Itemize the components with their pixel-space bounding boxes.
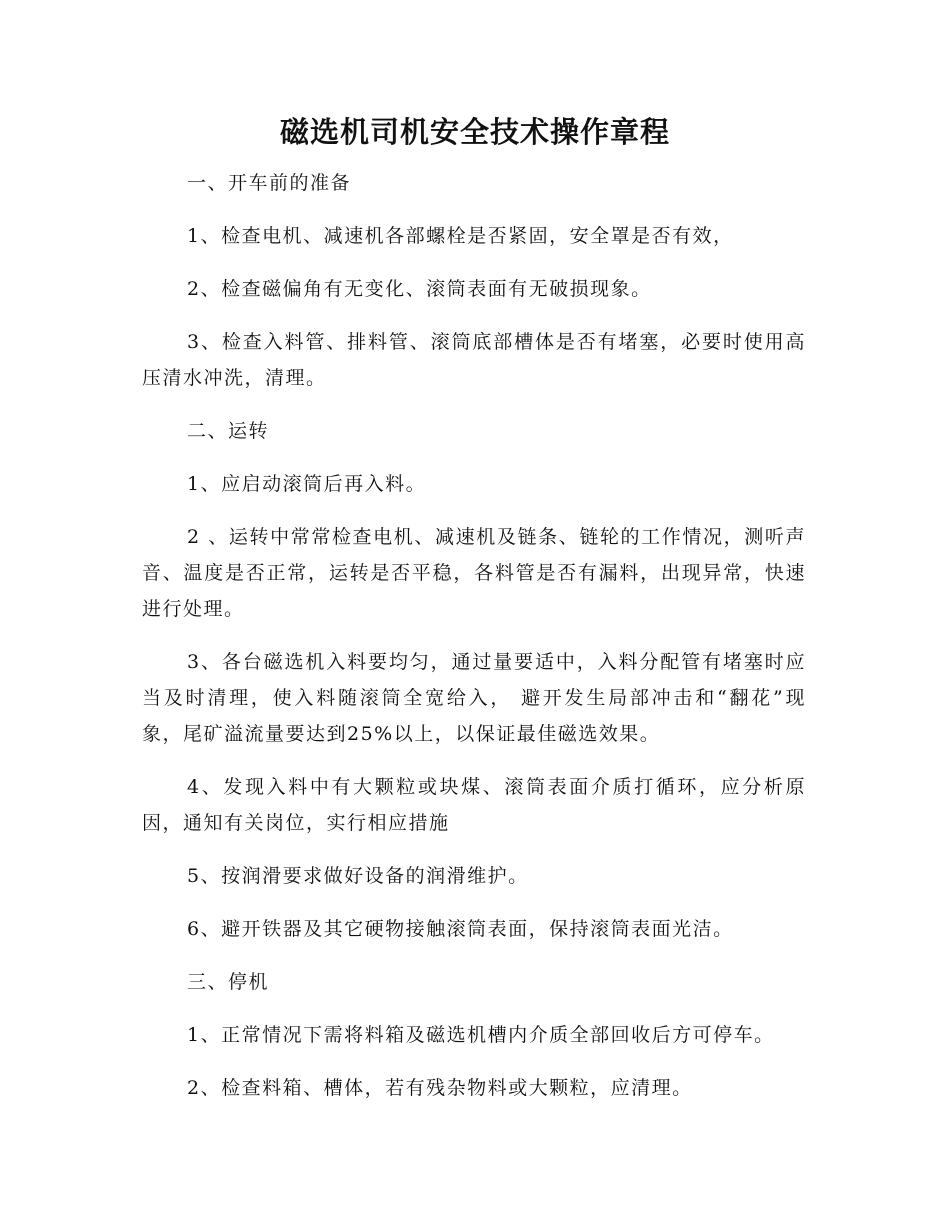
paragraph-check-pipes: 3、检查入料管、排料管、滚筒底部槽体是否有堵塞，必要时使用高压清水冲洗，清理。 xyxy=(142,331,806,389)
paragraph-large-particles: 4、发现入料中有大颗粒或块煤、滚筒表面介质打循环，应分析原因，通知有关岗位，实行相应措施 xyxy=(142,776,806,834)
paragraph-check-magnetic-angle: 2、检查磁偏角有无变化、滚筒表面有无破损现象。 xyxy=(187,278,652,300)
paragraph-start-drum: 1、应启动滚筒后再入料。 xyxy=(187,473,427,495)
document-title: 磁选机司机安全技术操作章程 xyxy=(279,115,670,149)
paragraph-recover-medium: 1、正常情况下需将料箱及磁选机槽内介质全部回收后方可停车。 xyxy=(187,1024,775,1046)
document-body xyxy=(142,165,806,1106)
paragraph-clean-tank: 2、检查料箱、槽体，若有残杂物料或大颗粒，应清理。 xyxy=(187,1077,693,1099)
paragraph-lubrication: 5、按润滑要求做好设备的润滑维护。 xyxy=(187,865,529,887)
paragraph-running-checks: 2 、运转中常常检查电机、减速机及链条、链轮的工作情况，测听声音、温度是否正常，运转是否平稳，各料管是否有漏料，出现异常，快速进行处理。 xyxy=(142,526,806,620)
paragraph-avoid-iron: 6、避开铁器及其它硬物接触滚筒表面，保持滚筒表面光洁。 xyxy=(187,918,734,940)
paragraph-check-bolts: 1、检查电机、减速机各部螺栓是否紧固，安全罩是否有效， xyxy=(187,225,734,247)
section-heading-operation: 二、运转 xyxy=(187,420,270,442)
section-heading-preparation: 一、开车前的准备 xyxy=(187,172,352,194)
paragraph-even-feeding: 3、各台磁选机入料要均匀，通过量要适中，入料分配管有堵塞时应当及时清理，使入料随滚筒全宽给入， 避开发生局部冲击和“翻花”现象，尾矿溢流量要达到25%以上，以保证最佳磁选效果。 xyxy=(142,651,806,745)
section-heading-shutdown: 三、停机 xyxy=(187,971,270,993)
